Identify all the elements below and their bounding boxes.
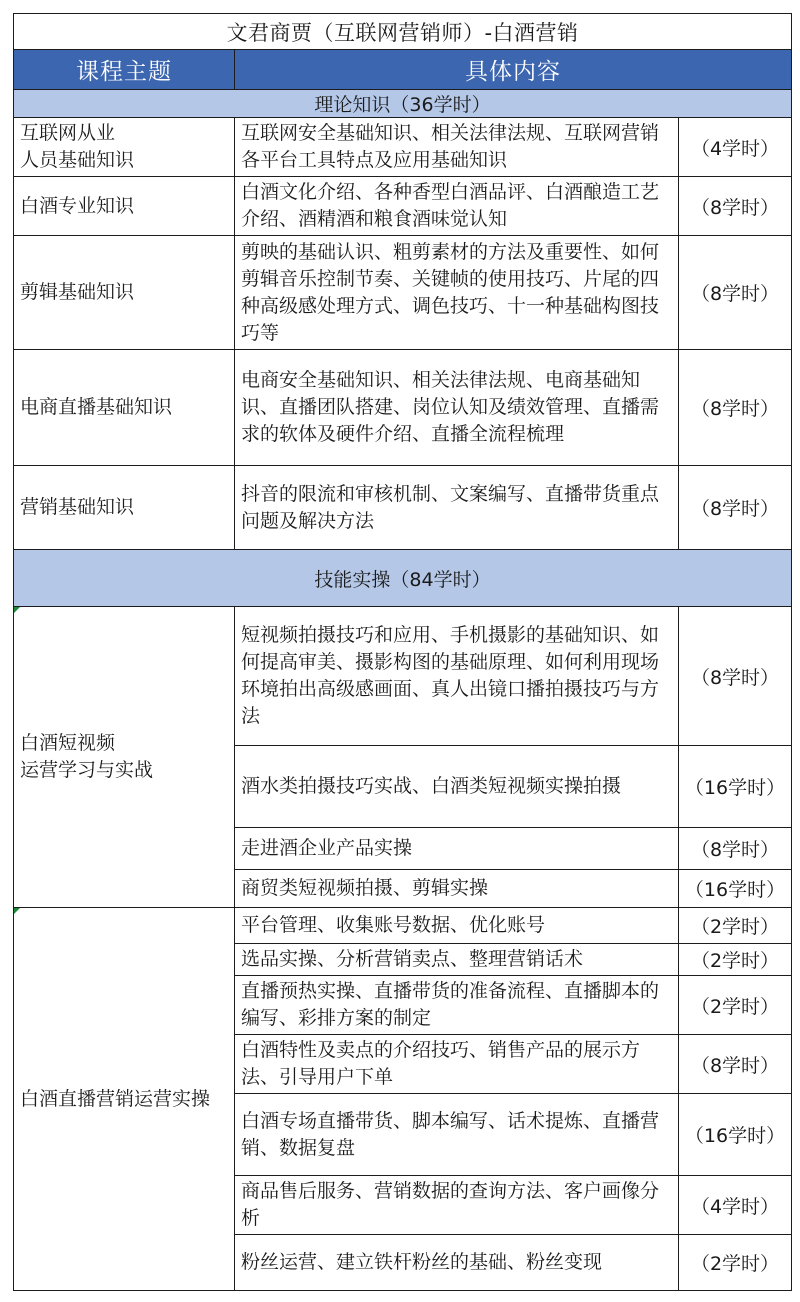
course-topic xyxy=(14,236,235,350)
course-topic xyxy=(14,177,235,236)
course-hours: （8学时） xyxy=(679,1035,792,1094)
table-row xyxy=(14,466,792,550)
header-row xyxy=(14,50,792,90)
topic-header: 课程主题 xyxy=(14,50,235,90)
course-content: 商贸类短视频拍摄、剪辑实操 xyxy=(235,870,679,908)
course-content: 粉丝运营、建立铁杆粉丝的基础、粉丝变现 xyxy=(235,1235,679,1291)
title-row xyxy=(14,14,792,50)
course-content: 平台管理、收集账号数据、优化账号 xyxy=(235,908,679,944)
course-topic-line: 白酒短视频 xyxy=(20,732,116,754)
content-header: 具体内容 xyxy=(235,50,792,90)
course-hours: （4学时） xyxy=(679,1176,792,1235)
table-row xyxy=(14,350,792,466)
course-content: 电商安全基础知识、相关法律法规、电商基础知识、直播团队搭建、岗位认知及绩效管理、直播需求的软体及硬件介绍、直播全流程梳理 xyxy=(235,350,679,466)
course-content: 剪映的基础认识、粗剪素材的方法及重要性、如何剪辑音乐控制节奏、关键帧的使用技巧、片尾的四种高级感处理方式、调色技巧、十一种基础构图技巧等 xyxy=(235,236,679,350)
course-hours: （2学时） xyxy=(679,976,792,1035)
course-hours: （8学时） xyxy=(679,177,792,236)
course-hours: （8学时） xyxy=(679,828,792,870)
page-title: 文君商贾（互联网营销师）-白酒营销 xyxy=(14,14,792,50)
course-content: 互联网安全基础知识、相关法律法规、互联网营销各平台工具特点及应用基础知识 xyxy=(235,118,679,177)
course-content: 白酒专场直播带货、脚本编写、话术提炼、直播营销、数据复盘 xyxy=(235,1094,679,1176)
course-topic-line: 互联网从业 xyxy=(20,122,116,144)
course-content: 白酒特性及卖点的介绍技巧、销售产品的展示方法、引导用户下单 xyxy=(235,1035,679,1094)
cell-comment-marker xyxy=(14,908,20,914)
section-label: 理论知识（36学时） xyxy=(14,90,792,118)
course-content: 酒水类拍摄技巧实战、白酒类短视频实操拍摄 xyxy=(235,746,679,828)
course-content: 选品实操、分析营销卖点、整理营销话术 xyxy=(235,944,679,976)
table-row xyxy=(14,236,792,350)
course-hours: （8学时） xyxy=(679,607,792,746)
course-content: 短视频拍摄技巧和应用、手机摄影的基础知识、如何提高审美、摄影构图的基础原理、如何利用现场环境拍出高级感画面、真人出镜口播拍摄技巧与方法 xyxy=(235,607,679,746)
course-topic-line: 白酒专业知识 xyxy=(20,194,135,217)
table-row xyxy=(14,908,792,944)
course-hours: （2学时） xyxy=(679,1235,792,1291)
course-topic xyxy=(14,466,235,550)
course-content: 商品售后服务、营销数据的查询方法、客户画像分析 xyxy=(235,1176,679,1235)
table-row xyxy=(14,177,792,236)
cell-comment-marker xyxy=(14,607,20,613)
course-content: 抖音的限流和审核机制、文案编写、直播带货重点问题及解决方法 xyxy=(235,466,679,550)
course-hours: （4学时） xyxy=(679,118,792,177)
course-hours: （8学时） xyxy=(679,236,792,350)
course-topic xyxy=(14,118,235,177)
course-topic xyxy=(14,908,235,1291)
course-content: 直播预热实操、直播带货的准备流程、直播脚本的编写、彩排方案的制定 xyxy=(235,976,679,1035)
course-hours: （16学时） xyxy=(679,870,792,908)
course-hours: （16学时） xyxy=(679,1094,792,1176)
course-topic-line: 人员基础知识 xyxy=(20,149,135,171)
section-row xyxy=(14,550,792,607)
course-topic-line: 白酒直播营销运营实操 xyxy=(20,1087,211,1110)
course-topic xyxy=(14,607,235,908)
course-hours: （8学时） xyxy=(679,466,792,550)
course-topic-line: 运营学习与实战 xyxy=(20,759,154,781)
course-hours: （16学时） xyxy=(679,746,792,828)
course-topic-line: 电商直播基础知识 xyxy=(20,396,173,418)
course-content: 白酒文化介绍、各种香型白酒品评、白酒酿造工艺介绍、酒精酒和粮食酒味觉认知 xyxy=(235,177,679,236)
section-label: 技能实操（84学时） xyxy=(14,550,792,607)
course-topic-line: 营销基础知识 xyxy=(20,496,135,518)
course-hours: （2学时） xyxy=(679,944,792,976)
section-row xyxy=(14,90,792,118)
course-topic-line: 剪辑基础知识 xyxy=(20,281,135,303)
course-topic xyxy=(14,350,235,466)
course-hours: （2学时） xyxy=(679,908,792,944)
table-row xyxy=(14,118,792,177)
course-hours: （8学时） xyxy=(679,350,792,466)
table-row xyxy=(14,607,792,746)
course-table xyxy=(13,13,792,1291)
course-content: 走进酒企业产品实操 xyxy=(235,828,679,870)
